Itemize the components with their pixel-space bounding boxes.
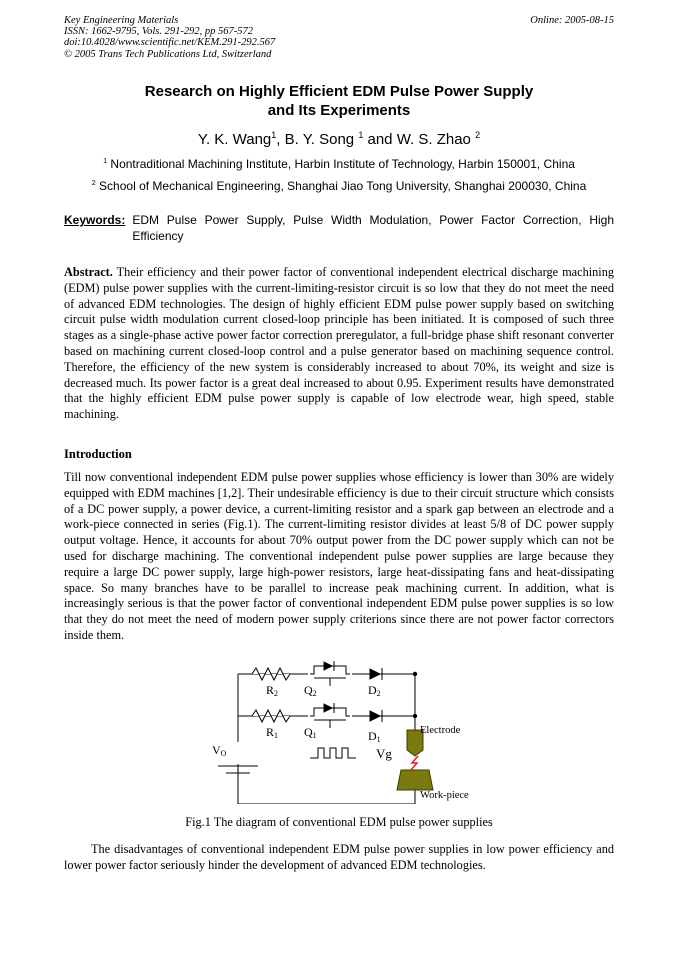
issn-line: ISSN: 1662-9795, Vols. 291-292, pp 567-572 bbox=[64, 26, 253, 38]
online-date: Online: 2005-08-15 bbox=[530, 15, 614, 26]
diode-d2-arrow bbox=[370, 669, 380, 679]
label-d2: D2 bbox=[368, 683, 381, 698]
author-affil-mark: 2 bbox=[475, 130, 481, 140]
diode-q2-arrow bbox=[324, 662, 332, 670]
author-name: W. S. Zhao bbox=[396, 131, 476, 148]
keywords-text: EDM Pulse Power Supply, Pulse Width Modulation, Power Factor Correction, High Efficiency bbox=[132, 213, 614, 243]
junction-mid bbox=[413, 714, 417, 718]
affiliation-text: School of Mechanical Engineering, Shanghai Jiao Tong University, Shanghai 200030, China bbox=[95, 179, 587, 193]
author-name: B. Y. Song bbox=[284, 131, 359, 148]
label-r1: R1 bbox=[266, 725, 279, 740]
abstract-paragraph bbox=[64, 265, 614, 423]
author-affil-mark: 1 bbox=[271, 130, 277, 140]
label-vo: VO bbox=[212, 743, 227, 758]
affiliation-2 bbox=[0, 179, 678, 193]
keywords-label: Keywords: bbox=[64, 213, 126, 227]
author-list bbox=[0, 131, 678, 148]
label-q2: Q2 bbox=[304, 683, 317, 698]
author-separator: , bbox=[276, 131, 285, 148]
keywords-block bbox=[64, 213, 614, 244]
diode-d1-arrow bbox=[370, 711, 380, 721]
doi-line: doi:10.4028/www.scientific.net/KEM.291-292.567 bbox=[64, 37, 276, 49]
affiliation-number: 1 bbox=[103, 156, 108, 165]
abstract-text: Their efficiency and their power factor of conventional independent electrical discharge machining (EDM) pulse power supplies with the current-limiting-resistor circuit is so low that they do not meet the need of advanced EDM technologies. The design of highly efficient EDM pulse power supply based on switching circuit pulse width modulation current closed-loop principle has been initiated. It is composed of such three stages as a single-phase active power factor correction preregulator, a full-bridge phase shift resonant converter based on machining current closed-loop control and a pulse generator based on machining sequence control. Therefore, the efficiency of the new system is considerably increased to about 70%, its weight and size is decreased much. Its power factor is a great deal increased to about 0.95. Experiment results have demonstrated that the highly efficient EDM pulse power supply is capable of low electrode wear, high speed, stable machining. bbox=[64, 265, 614, 422]
label-workpiece: Work-piece bbox=[420, 790, 469, 801]
spark-icon bbox=[411, 756, 418, 770]
abstract-label: Abstract. bbox=[64, 265, 113, 279]
author-affil-mark: 1 bbox=[358, 130, 364, 140]
label-q1: Q1 bbox=[304, 725, 317, 740]
resistor-r2 bbox=[252, 668, 290, 680]
introduction-paragraph: Till now conventional independent EDM pulse power supplies whose efficiency is lower than 30% are widely equipped with EDM machines [1,2]. Their undesirable efficiency is due to their circuit structure which consists of a DC power supply, a power device, a current-limiting resistor and a spark gap between an electrode and a work-piece connected in series (Fig.1). The current-limiting resistor divides at least 5/8 of DC power supply output voltage. Hence, it accounts for about 70% output power from the DC power supply which can not be used for discharge machining. The conventional independent pulse power supplies are large because they require a large DC power supply, large high-power resistors, large heat-dissipating fans and heat-dissipating space. So many branches have to be parallel to increase peak machining current. In addition, what is increasingly serious is that the power factor of conventional independent EDM pulse power supplies is so low that they do not meet the need of modern power supply criterions since there are not power factor correctors inside them. bbox=[64, 470, 614, 642]
label-vg: Vg bbox=[376, 746, 392, 761]
label-r2: R2 bbox=[266, 683, 279, 698]
final-paragraph: The disadvantages of conventional independent EDM pulse power supplies in low power efficiency and lower power factor seriously hinder the development of advanced EDM technologies. bbox=[64, 842, 614, 872]
affiliation-1 bbox=[0, 157, 678, 171]
title-line-2: and Its Experiments bbox=[267, 102, 411, 119]
journal-name: Key Engineering Materials bbox=[64, 15, 179, 26]
affiliation-text: Nontraditional Machining Institute, Harbin Institute of Technology, Harbin 150001, China bbox=[107, 157, 575, 171]
copyright-line: © 2005 Trans Tech Publications Ltd, Switzerland bbox=[64, 48, 272, 60]
introduction-heading: Introduction bbox=[64, 447, 132, 461]
pulse-train-symbol bbox=[310, 748, 356, 758]
affiliation-number: 2 bbox=[91, 178, 96, 187]
label-electrode: Electrode bbox=[420, 725, 461, 736]
resistor-r1 bbox=[252, 710, 290, 722]
junction-top bbox=[413, 672, 417, 676]
circuit-diagram bbox=[200, 652, 490, 804]
author-name: Y. K. Wang bbox=[197, 131, 272, 148]
workpiece-symbol bbox=[397, 770, 433, 790]
author-separator: and bbox=[363, 131, 397, 148]
paper-title bbox=[64, 82, 614, 120]
diode-q1-arrow bbox=[324, 704, 332, 712]
label-d1: D1 bbox=[368, 729, 381, 744]
journal-header bbox=[64, 15, 614, 60]
title-line-1: Research on Highly Efficient EDM Pulse Power Supply bbox=[144, 83, 534, 100]
figure-caption: Fig.1 The diagram of conventional EDM pulse power supplies bbox=[185, 815, 493, 829]
